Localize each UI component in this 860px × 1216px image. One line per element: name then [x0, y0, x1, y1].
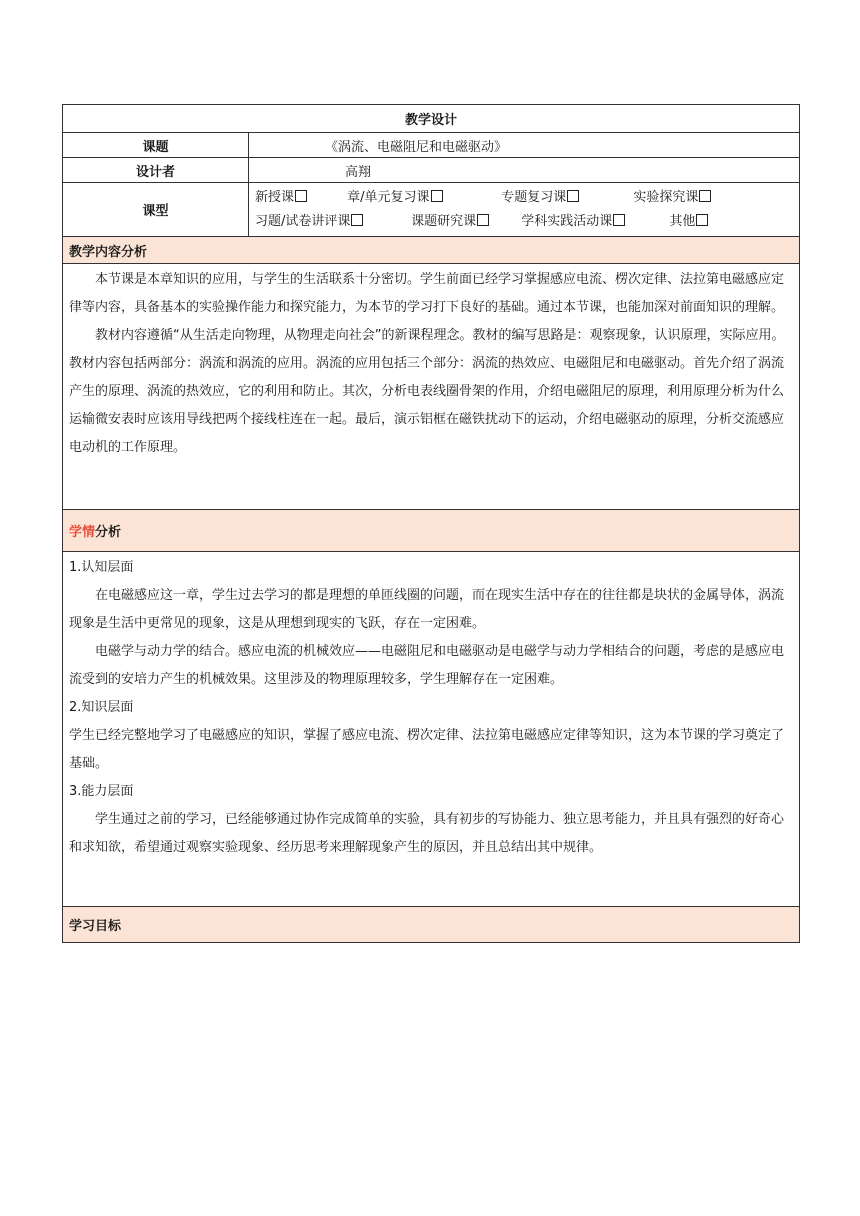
checkbox-icon[interactable] [567, 190, 579, 202]
lesson-type-line-2 [255, 210, 793, 234]
checkbox-icon[interactable] [431, 190, 443, 202]
cognitive-heading: 1.认知层面 [69, 560, 134, 575]
table-title: 教学设计 [63, 105, 800, 133]
knowledge-heading: 2.知识层面 [69, 700, 134, 715]
content-paragraph-2: 教材内容遵循“从生活走向物理，从物理走向社会”的新课程理念。教材的编写思路是：观察现象，认识原理，实际应用。教材内容包括两部分：涡流和涡流的应用。涡流的应用包括三个部分：涡流的热效应、电磁阻尼和电磁驱动。首先介绍了涡流产生的原理、涡流的热效应，它的利用和防止。其次，分析电表线圈骨架的作用，介绍电磁阻尼的原理，利用原理分析为什么运输微安表时应该用导线把两个接线柱连在一起。最后，演示铝框在磁铁扰动下的运动，介绍电磁驱动的原理，分析交流感应电动机的工作原理。 [69, 328, 785, 455]
type-option[interactable]: 习题/试卷讲评课 [255, 210, 407, 234]
cognitive-paragraph-1: 在电磁感应这一章，学生过去学习的都是理想的单匝线圈的问题，而在现实生活中存在的往往都是块状的金属导体，涡流现象是生活中更常见的现象，这是从理想到现实的飞跃，存在一定困难。 [69, 588, 785, 631]
checkbox-icon[interactable] [613, 214, 625, 226]
type-option[interactable]: 其他 [669, 210, 708, 234]
heading-highlight: 学情 [69, 525, 96, 540]
content-paragraph-1: 本节课是本章知识的应用，与学生的生活联系十分密切。学生前面已经学习掌握感应电流、楞次定律、法拉第电磁感应定律等内容，具备基本的实验操作能力和探究能力，为本节的学习打下良好的基础。通过本节课，也能加深对前面知识的理解。 [69, 272, 785, 315]
learning-goals-heading: 学习目标 [63, 907, 800, 943]
cognitive-paragraph-2: 电磁学与动力学的结合。感应电流的机械效应——电磁阻尼和电磁驱动是电磁学与动力学相结合的问题，考虑的是感应电流受到的安培力产生的机械效果。这里涉及的物理原理较多，学生理解存在一定困难。 [69, 644, 785, 687]
student-analysis-heading [63, 510, 800, 552]
type-option[interactable]: 新授课 [255, 186, 343, 210]
designer-label: 设计者 [63, 158, 249, 183]
type-option[interactable]: 学科实践活动课 [521, 210, 665, 234]
knowledge-paragraph: 学生已经完整地学习了电磁感应的知识，掌握了感应电流、楞次定律、法拉第电磁感应定律等知识，这为本节课的学习奠定了基础。 [69, 728, 785, 771]
ability-heading: 3.能力层面 [69, 784, 134, 799]
heading-rest: 分析 [95, 525, 122, 540]
checkbox-icon[interactable] [477, 214, 489, 226]
content-analysis-heading: 教学内容分析 [63, 237, 800, 264]
type-option[interactable]: 实验探究课 [633, 186, 711, 210]
lesson-type-options [249, 183, 800, 237]
checkbox-icon[interactable] [699, 190, 711, 202]
checkbox-icon[interactable] [295, 190, 307, 202]
type-option[interactable]: 专题复习课 [501, 186, 629, 210]
type-label: 课型 [63, 183, 249, 237]
type-option[interactable]: 章/单元复习课 [347, 186, 497, 210]
lesson-design-table [62, 104, 800, 943]
topic-value: 《涡流、电磁阻尼和电磁驱动》 [249, 133, 800, 158]
designer-value: 高翔 [249, 158, 800, 183]
type-option[interactable]: 课题研究课 [411, 210, 517, 234]
checkbox-icon[interactable] [696, 214, 708, 226]
lesson-type-line-1 [255, 186, 793, 210]
student-analysis-body [63, 552, 800, 907]
ability-paragraph: 学生通过之前的学习，已经能够通过协作完成简单的实验，具有初步的写协能力、独立思考能力，并且具有强烈的好奇心和求知欲，希望通过观察实验现象、经历思考来理解现象产生的原因，并且总结出其中规律。 [69, 812, 785, 855]
topic-label: 课题 [63, 133, 249, 158]
checkbox-icon[interactable] [351, 214, 363, 226]
content-analysis-body [63, 264, 800, 510]
